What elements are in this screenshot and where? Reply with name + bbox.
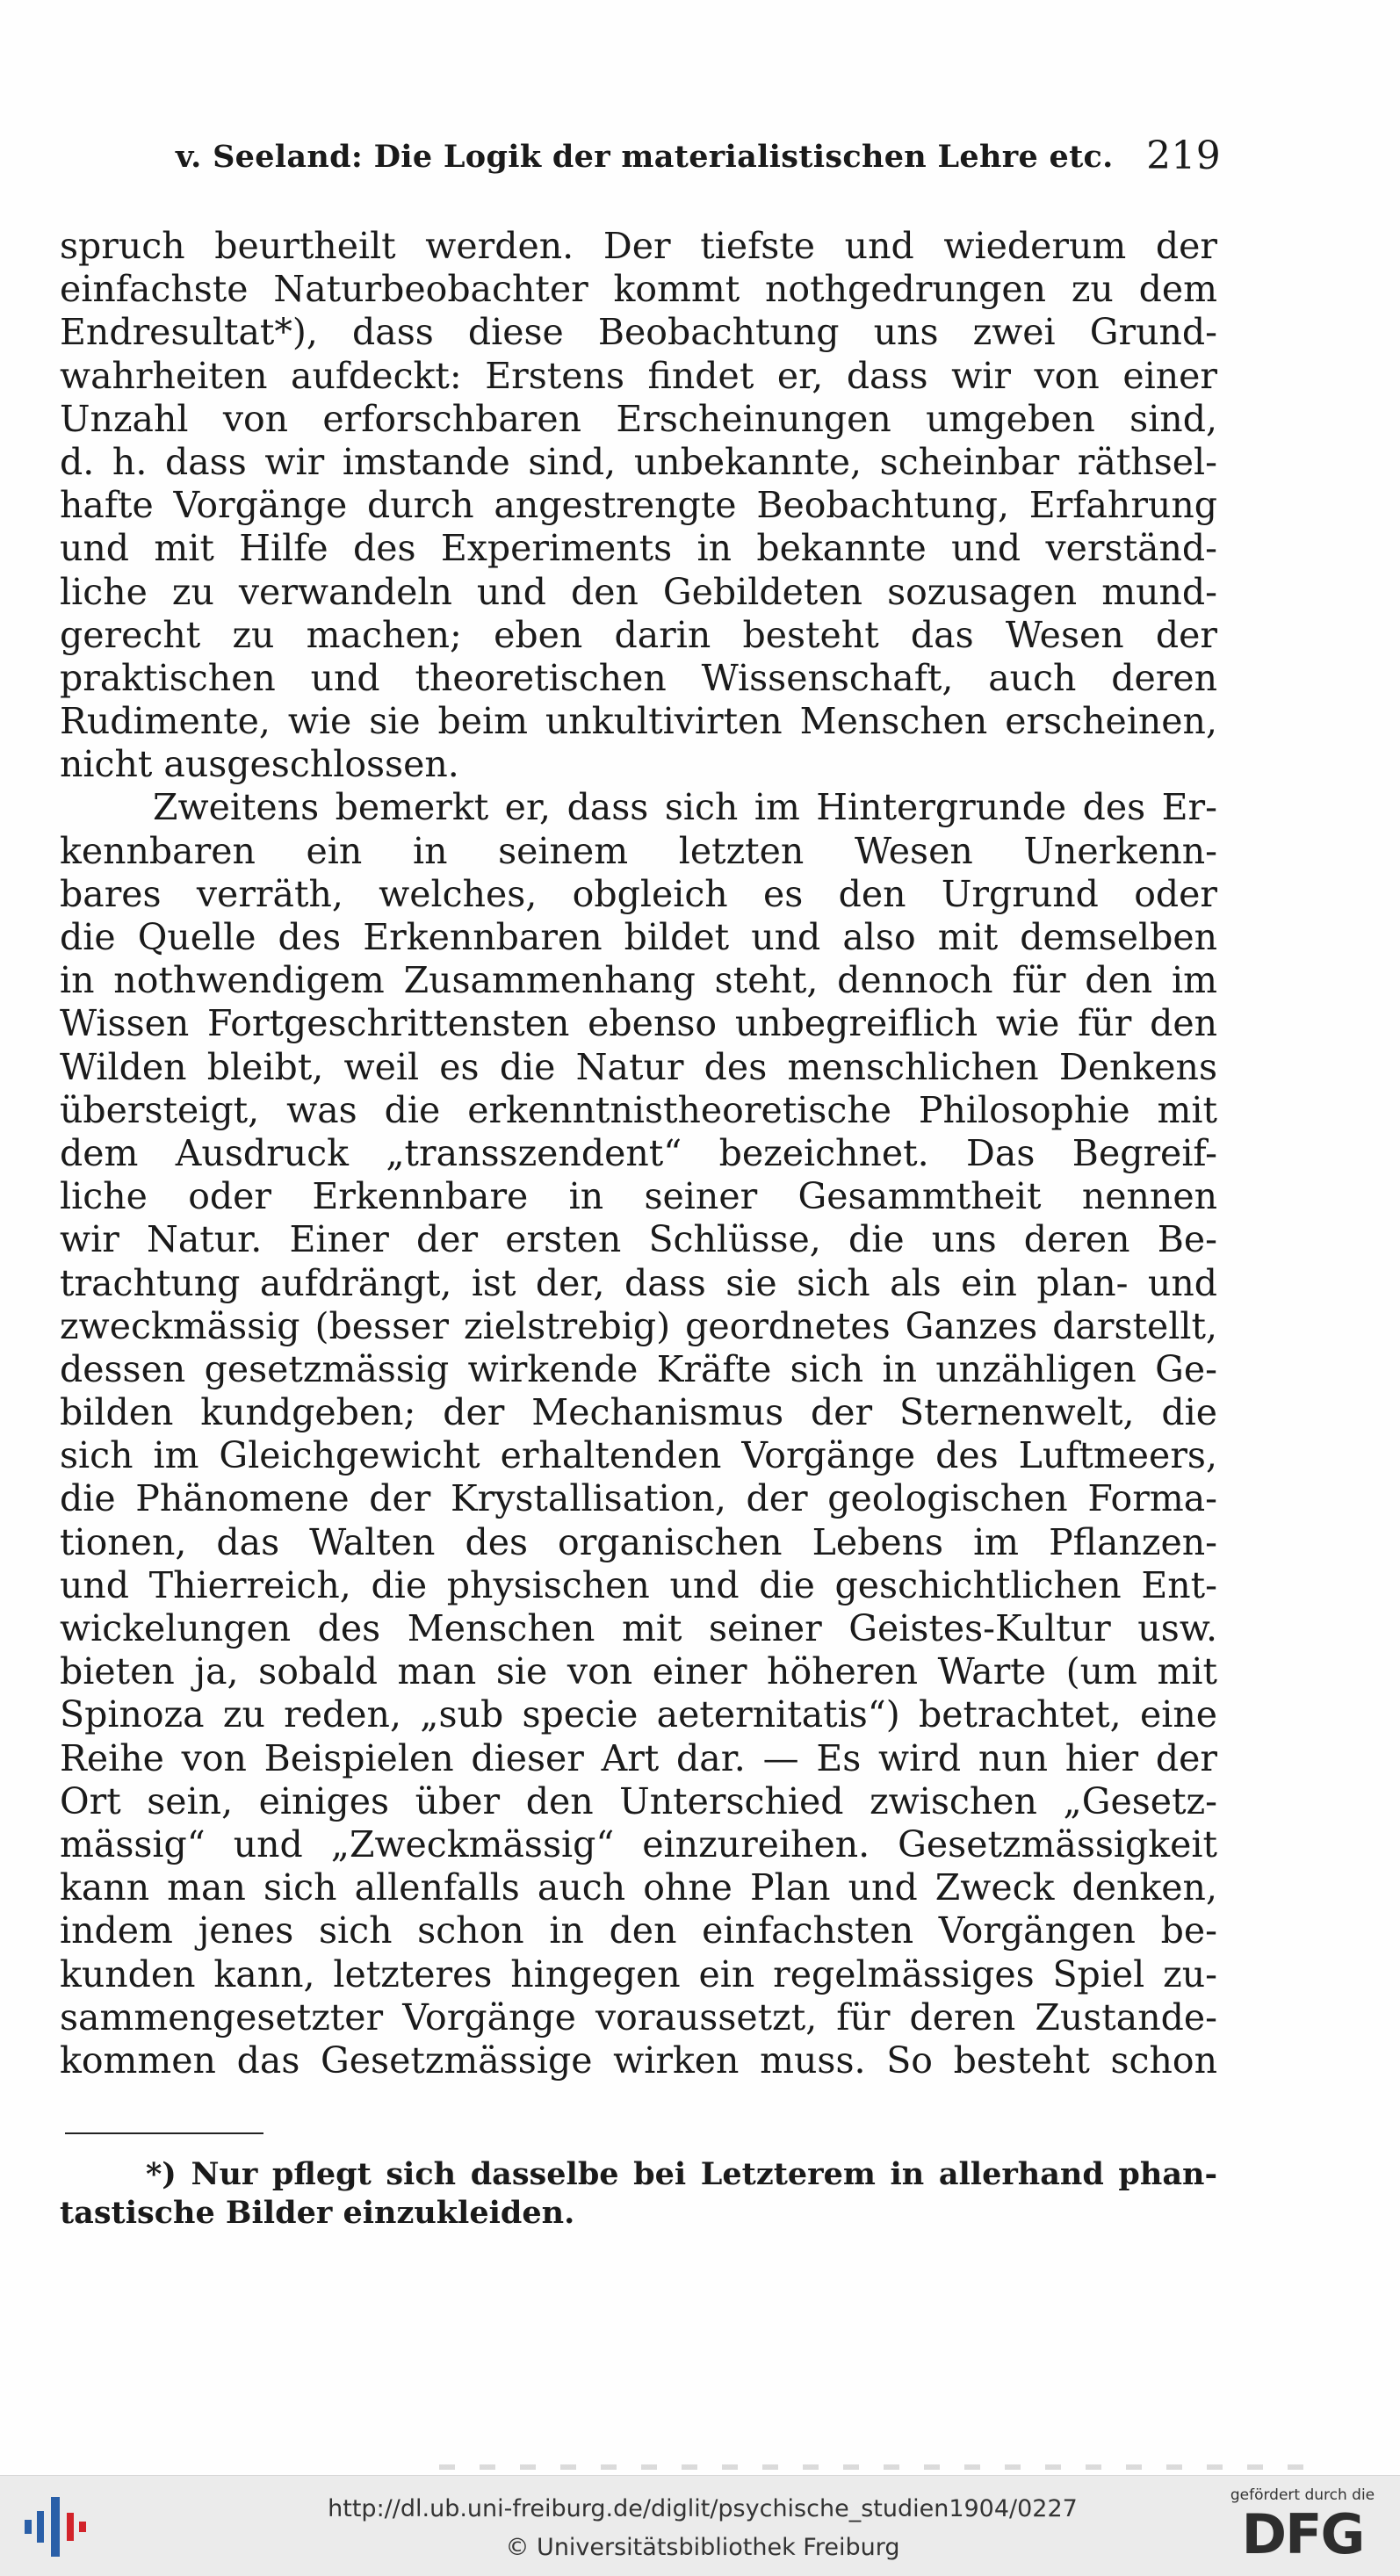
- text-line: Spinoza zu reden, „sub specie aeternitatis“) betrachtet, eine: [60, 1693, 1217, 1736]
- footer-text: [263, 2492, 1142, 2565]
- text-line: kann man sich allenfalls auch ohne Plan und Zweck denken,: [60, 1866, 1217, 1909]
- text-line: dem Ausdruck „transszendent“ bezeichnet. Das Begreif-: [60, 1131, 1217, 1174]
- text-line: liche oder Erkennbare in seiner Gesammtheit nennen: [60, 1175, 1217, 1218]
- text-line: sammengesetzter Vorgänge voraussetzt, für deren Zustande-: [60, 1995, 1217, 2038]
- text-line: kennbaren ein in seinem letzten Wesen Unerkenn-: [60, 829, 1217, 872]
- footnote-divider: [65, 2132, 263, 2134]
- text-line: in nothwendigem Zusammenhang steht, dennoch für den im: [60, 959, 1217, 1002]
- text-line: mässig“ und „Zweckmässig“ einzureihen. Gesetzmässigkeit: [60, 1822, 1217, 1865]
- library-logo-icon: [19, 2490, 95, 2564]
- text-line: Ort sein, einiges über den Unterschied zwischen „Gesetz-: [60, 1779, 1217, 1822]
- text-line: Wilden bleibt, weil es die Natur des menschlichen Denkens: [60, 1045, 1217, 1088]
- text-line: spruch beurtheilt werden. Der tiefste und wiederum der: [60, 225, 1217, 267]
- text-line: die Phänomene der Krystallisation, der geologischen Forma-: [60, 1477, 1217, 1520]
- text-line: Unzahl von erforschbaren Erscheinungen umgeben sind,: [60, 397, 1217, 440]
- text-line: d. h. dass wir imstande sind, unbekannte, scheinbar räthsel-: [60, 440, 1217, 483]
- dfg-promo-text: gefördert durch die: [1230, 2486, 1375, 2504]
- text-line: bieten ja, sobald man sie von einer höheren Warte (um mit: [60, 1650, 1217, 1693]
- text-line: gerecht zu machen; eben darin besteht das Wesen der: [60, 613, 1217, 656]
- text-line: und mit Hilfe des Experiments in bekannte und verständ-: [60, 527, 1217, 570]
- footnote-line: tastische Bilder einzukleiden.: [60, 2195, 575, 2231]
- text-line: bilden kundgeben; der Mechanismus der Sternenwelt, die: [60, 1391, 1217, 1434]
- text-line: wahrheiten aufdeckt: Erstens findet er, dass wir von einer: [60, 354, 1217, 397]
- text-line: und Thierreich, die physischen und die geschichtlichen Ent-: [60, 1563, 1217, 1606]
- scan-artifact: [439, 2464, 1317, 2470]
- text-line: tionen, das Walten des organischen Lebens im Pflanzen-: [60, 1520, 1217, 1563]
- text-line: nicht ausgeschlossen.: [60, 743, 459, 786]
- text-line: kommen das Gesetzmässige wirken muss. So besteht schon: [60, 2038, 1217, 2082]
- text-line: Reihe von Beispielen dieser Art dar. — Es wird nun hier der: [60, 1736, 1217, 1779]
- running-title: v. Seeland: Die Logik der materialistischen Lehre etc.: [176, 139, 1114, 175]
- footnote-line: *) Nur pflegt sich dasselbe bei Letzterem in allerhand phan-: [146, 2156, 1217, 2192]
- permalink-url[interactable]: http://dl.ub.uni-freiburg.de/diglit/psychische_studien1904/0227: [328, 2495, 1078, 2522]
- dfg-mark: DFG: [1241, 2502, 1364, 2566]
- text-line: indem jenes sich schon in den einfachsten Vorgängen be-: [60, 1909, 1217, 1952]
- text-line: hafte Vorgänge durch angestrengte Beobachtung, Erfahrung: [60, 484, 1217, 527]
- paragraph-first-line: Zweitens bemerkt er, dass sich im Hintergrunde des Er-: [153, 786, 1217, 829]
- viewer-footer: [0, 2475, 1400, 2576]
- text-line: liche zu verwandeln und den Gebildeten sozusagen mund-: [60, 570, 1217, 613]
- text-line: zweckmässig (besser zielstrebig) geordnetes Ganzes darstellt,: [60, 1304, 1217, 1347]
- text-line: dessen gesetzmässig wirkende Kräfte sich in unzähligen Ge-: [60, 1347, 1217, 1390]
- body-text: [60, 225, 1217, 2082]
- text-line: kunden kann, letzteres hingegen ein regelmässiges Spiel zu-: [60, 1952, 1217, 1995]
- text-line: wickelungen des Menschen mit seiner Geistes-Kultur usw.: [60, 1607, 1217, 1649]
- text-line: einfachste Naturbeobachter kommt nothgedrungen zu dem: [60, 268, 1217, 311]
- page-number: 219: [1146, 133, 1221, 178]
- footnote: [60, 2155, 1217, 2233]
- text-line: Rudimente, wie sie beim unkultivirten Menschen erscheinen,: [60, 700, 1217, 743]
- text-line: bares verräth, welches, obgleich es den Urgrund oder: [60, 872, 1217, 915]
- text-line: Endresultat*), dass diese Beobachtung uns zwei Grund-: [60, 311, 1217, 354]
- text-line: übersteigt, was die erkenntnistheoretische Philosophie mit: [60, 1088, 1217, 1131]
- text-line: sich im Gleichgewicht erhaltenden Vorgänge des Luftmeers,: [60, 1434, 1217, 1477]
- running-header: [176, 133, 1221, 186]
- text-line: trachtung aufdrängt, ist der, dass sie sich als ein plan- und: [60, 1261, 1217, 1304]
- text-line: die Quelle des Erkennbaren bildet und also mit demselben: [60, 916, 1217, 958]
- copyright-notice: © Universitätsbibliothek Freiburg: [505, 2534, 900, 2561]
- dfg-logo: [1219, 2485, 1386, 2569]
- text-line: Wissen Fortgeschrittensten ebenso unbegreiflich wie für den: [60, 1002, 1217, 1045]
- text-line: praktischen und theoretischen Wissenschaft, auch deren: [60, 656, 1217, 699]
- text-line: wir Natur. Einer der ersten Schlüsse, die uns deren Be-: [60, 1218, 1217, 1261]
